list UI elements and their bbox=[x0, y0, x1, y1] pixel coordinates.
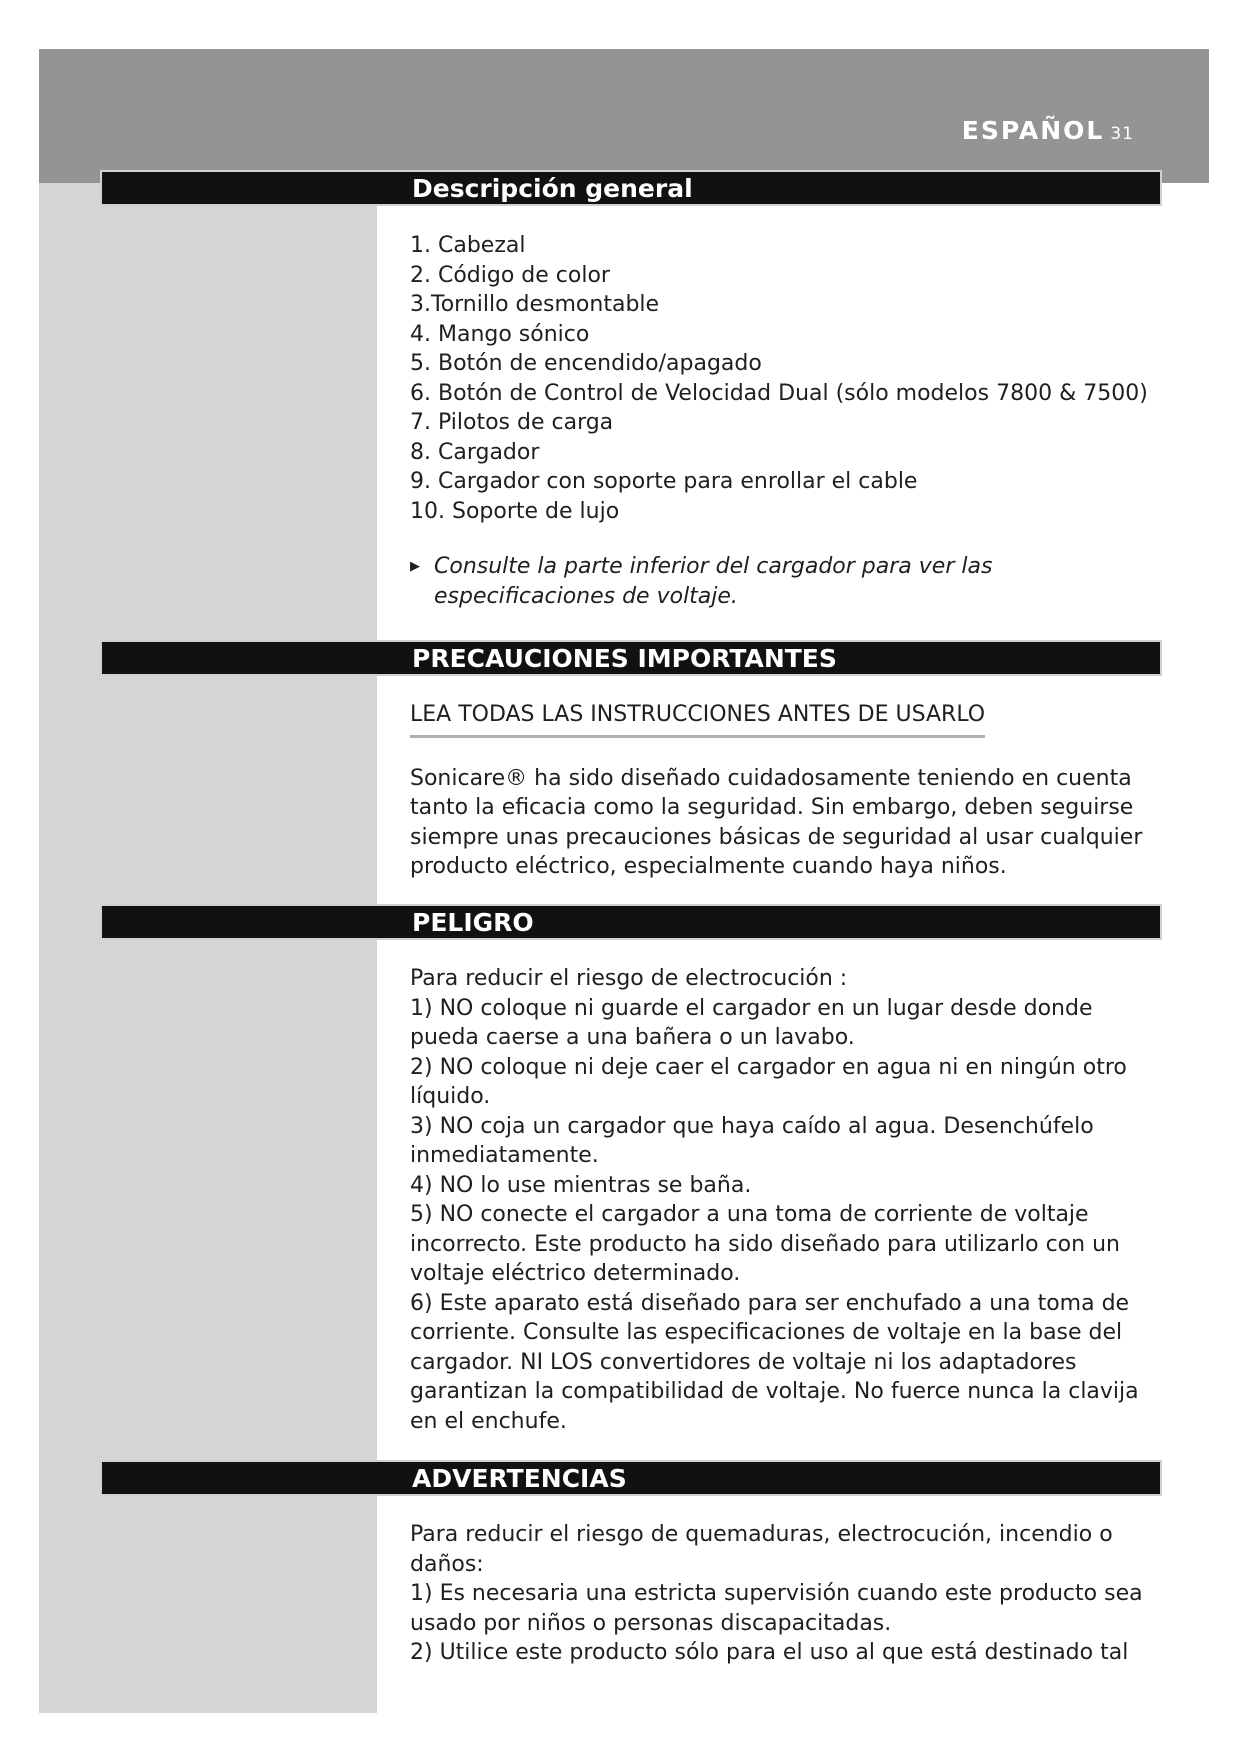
list-item: 7. Pilotos de carga bbox=[410, 410, 614, 435]
list-item: 6) Este aparato está diseñado para ser enchufado a una toma de corriente. Consulte las especificaciones de voltaje en la base del cargador. NI LOS convertidores de voltaje ni los adaptadores garantizan la compatibilidad de voltaje. No fuerce nunca la clavija en el enchufe. bbox=[410, 1290, 1139, 1434]
triangle-bullet-icon: ▶ bbox=[410, 559, 420, 574]
list-item: 3) NO coja un cargador que haya caído al agua. Desenchúfelo inmediatamente. bbox=[410, 1113, 1094, 1168]
list-item: 5. Botón de encendido/apagado bbox=[410, 351, 762, 376]
read-instructions-heading: LEA TODAS LAS INSTRUCCIONES ANTES DE USARLO bbox=[410, 700, 985, 738]
voltage-note-text: Consulte la parte inferior del cargador para ver las especificaciones de voltaje. bbox=[434, 554, 993, 609]
list-item: 4) NO lo use mientras se baña. bbox=[410, 1172, 752, 1198]
list-item: 1) Es necesaria una estricta supervisión cuando este producto sea usado por niños o personas discapacitadas. bbox=[410, 1581, 1143, 1636]
list-item: 2) Utilice este producto sólo para el uso al que está destinado tal bbox=[410, 1640, 1129, 1665]
list-item: 2. Código de color bbox=[410, 262, 610, 288]
warnings-intro: Para reducir el riesgo de quemaduras, electrocución, incendio o daños: bbox=[410, 1522, 1113, 1577]
page-number: 31 bbox=[1110, 124, 1134, 144]
list-item: 10. Soporte de lujo bbox=[410, 498, 620, 524]
danger-section-bar bbox=[100, 904, 1162, 940]
page-header bbox=[962, 116, 1134, 145]
warnings-title: ADVERTENCIAS bbox=[412, 1464, 627, 1493]
language-label: ESPAÑOL bbox=[961, 116, 1105, 145]
danger-intro: Para reducir el riesgo de electrocución : bbox=[410, 966, 848, 991]
list-item: 3.Tornillo desmontable bbox=[410, 292, 660, 317]
list-item: 2) NO coloque ni deje caer el cargador en agua ni en ningún otro líquido. bbox=[410, 1054, 1127, 1109]
list-item: 6. Botón de Control de Velocidad Dual (sólo modelos 7800 & 7500) bbox=[410, 380, 1148, 406]
danger-title: PELIGRO bbox=[412, 908, 534, 937]
component-list bbox=[410, 231, 1160, 526]
list-item: 8. Cargador bbox=[410, 439, 540, 465]
precautions-paragraph: Sonicare® ha sido diseñado cuidadosamente teniendo en cuenta tanto la eficacia como la seguridad. Sin embargo, deben seguirse siempre unas precauciones básicas de seguridad al usar cualquier producto eléctrico, especialmente cuando haya niños. bbox=[410, 765, 1143, 879]
list-item: 4. Mango sónico bbox=[410, 321, 590, 347]
warnings-content bbox=[410, 1520, 1160, 1668]
list-item: 1. Cabezal bbox=[410, 233, 526, 258]
overview-content bbox=[410, 231, 1160, 611]
list-item: 1) NO coloque ni guarde el cargador en un lugar desde donde pueda caerse a una bañera o un lavabo. bbox=[410, 995, 1093, 1050]
voltage-note bbox=[410, 552, 1160, 611]
precautions-title: PRECAUCIONES IMPORTANTES bbox=[412, 644, 837, 673]
list-item: 5) NO conecte el cargador a una toma de corriente de voltaje incorrecto. Este producto ha sido diseñado para utilizarlo con un voltaje eléctrico determinado. bbox=[410, 1202, 1120, 1286]
danger-content bbox=[410, 964, 1160, 1436]
precautions-section-bar bbox=[100, 640, 1162, 676]
list-item: 9. Cargador con soporte para enrollar el cable bbox=[410, 469, 918, 494]
overview-section-bar bbox=[100, 170, 1162, 206]
warnings-section-bar bbox=[100, 1460, 1162, 1496]
precautions-content bbox=[410, 700, 1160, 882]
overview-title: Descripción general bbox=[412, 174, 693, 203]
